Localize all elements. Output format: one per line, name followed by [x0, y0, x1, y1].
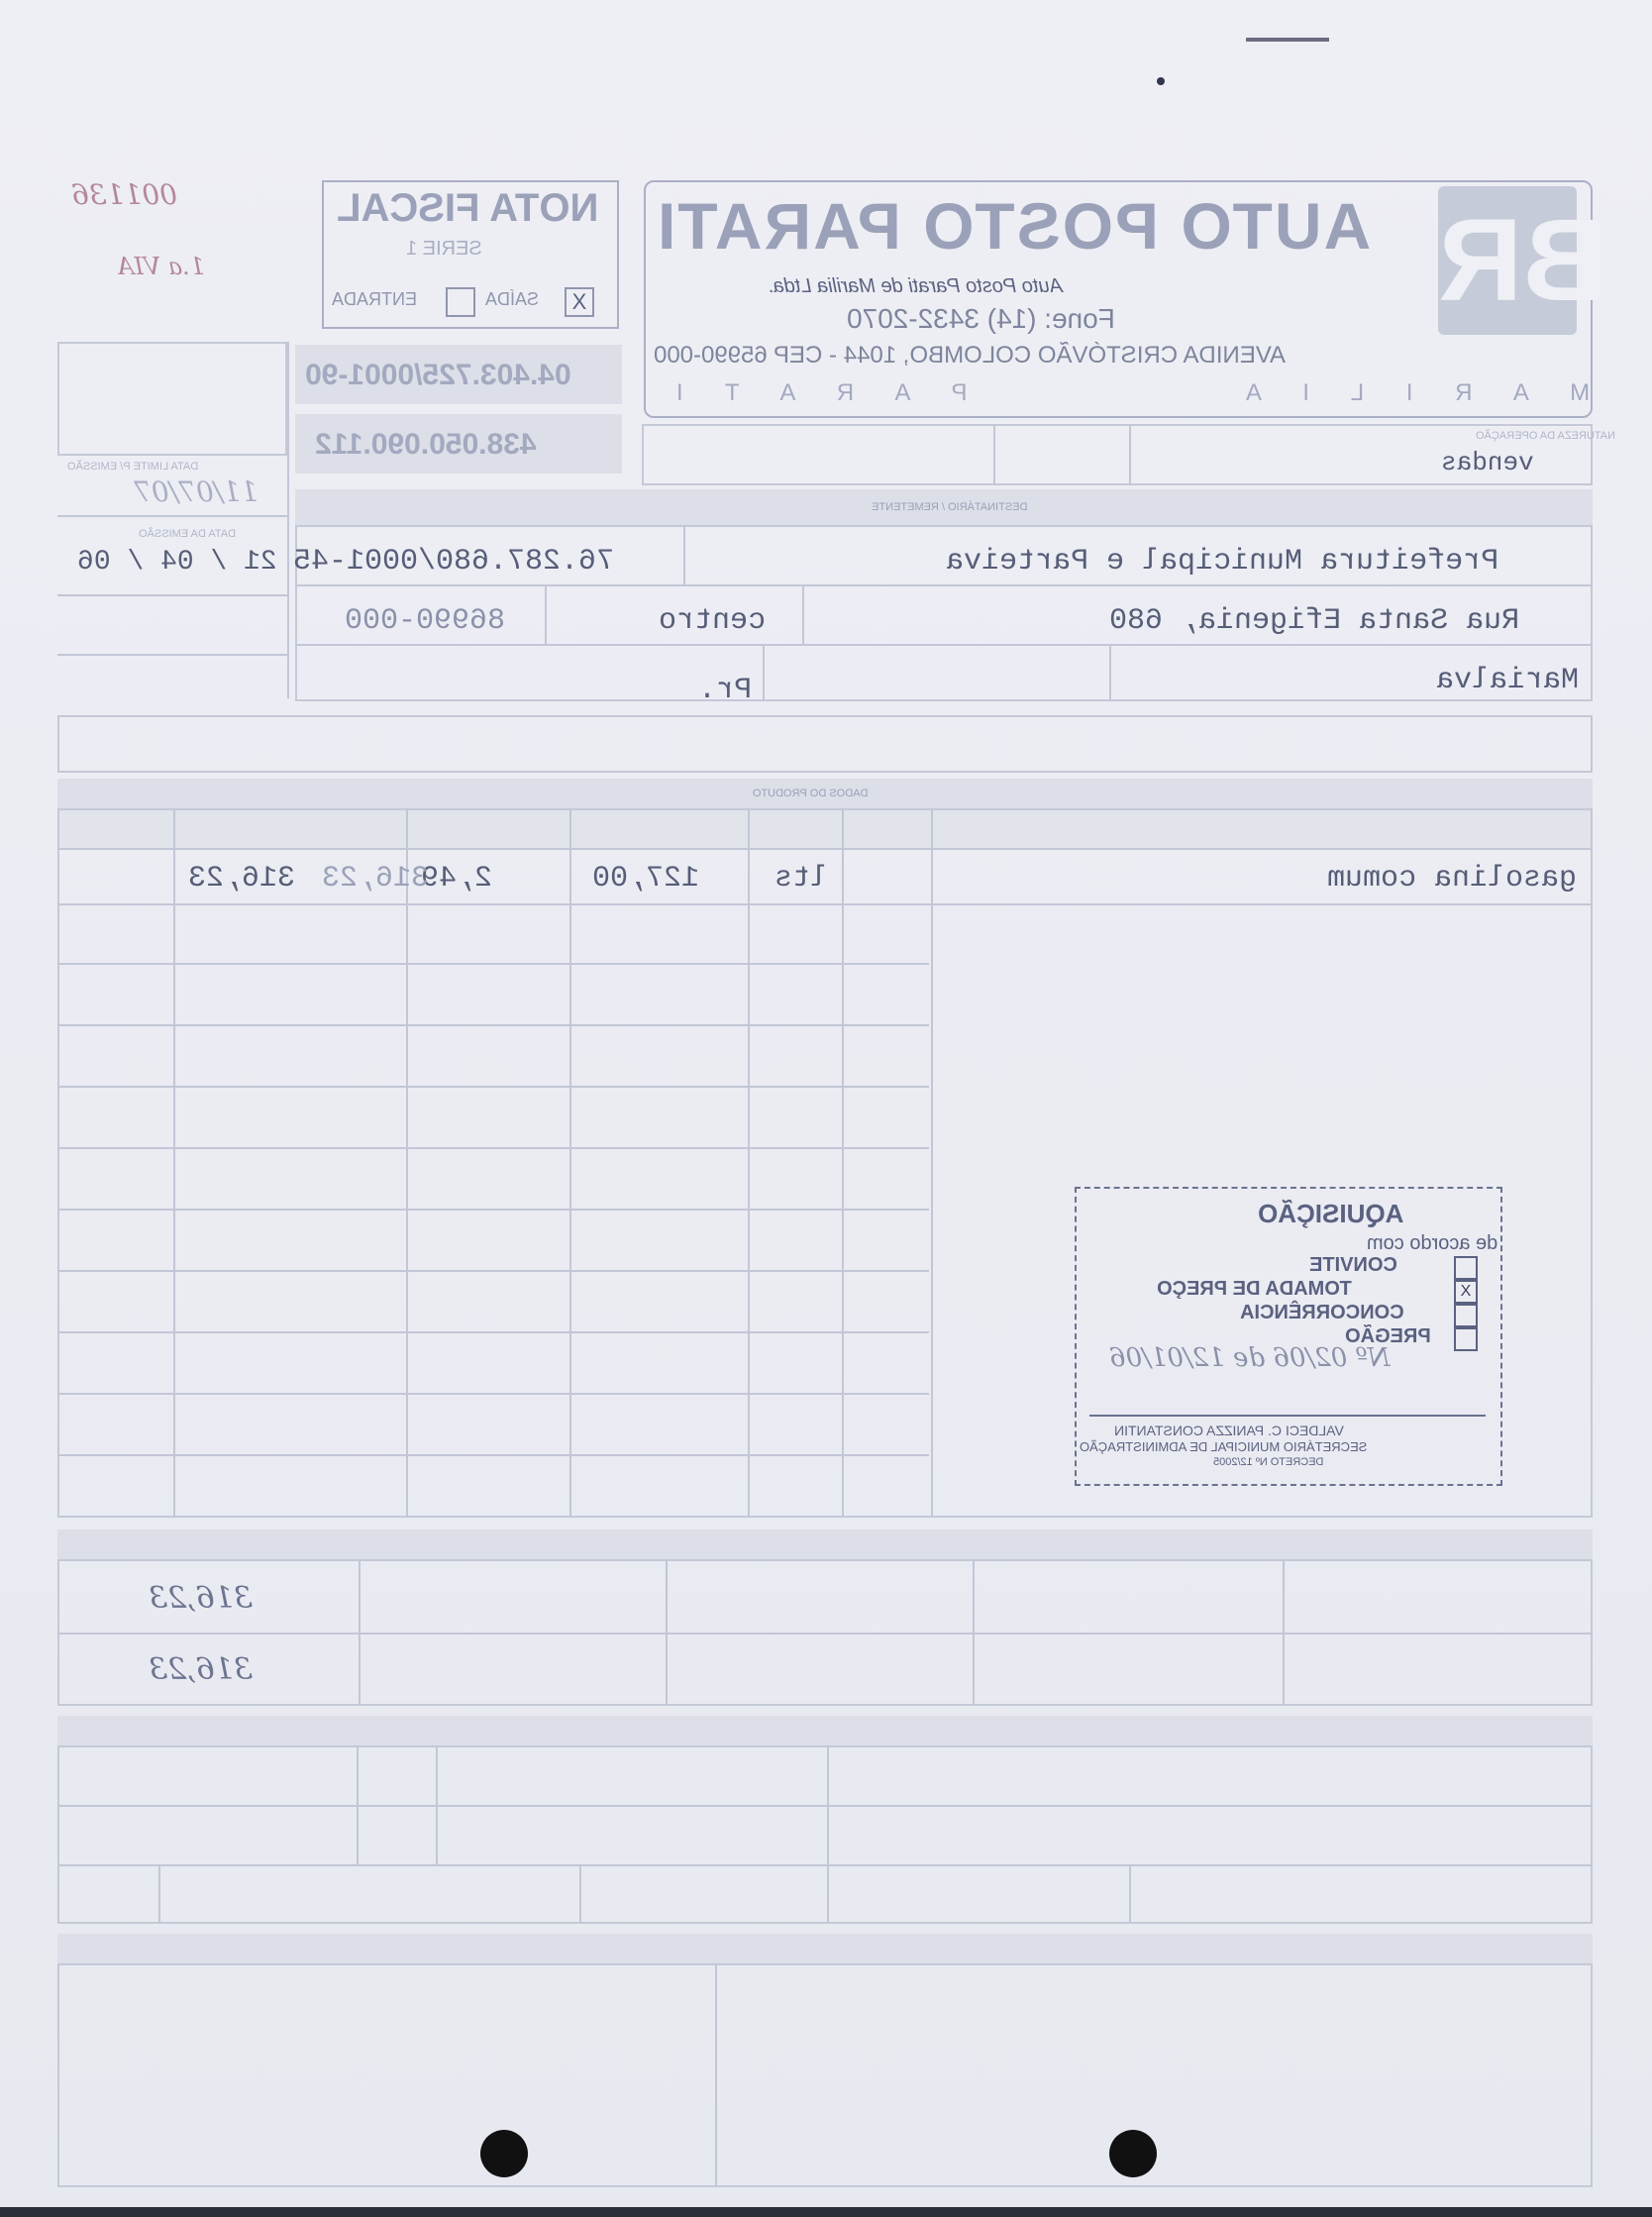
recipient-rule [295, 644, 1593, 646]
recipient-address: Rua Santa Efigenia, 680 [1109, 604, 1520, 638]
entrada-checkbox [446, 287, 475, 317]
recipient-name: Prefeitura Municipal e Parteiva [946, 545, 1499, 579]
recipient-cep: 86990-000 [345, 604, 506, 638]
additional-title-bar [57, 1934, 1593, 1963]
date-limit-label: DATA LIMITE P/ EMISSÃO [67, 461, 199, 473]
transporter-column [357, 1745, 359, 1864]
invoice-row [57, 715, 1593, 773]
items-column [842, 808, 844, 1518]
totals-column [1283, 1559, 1285, 1706]
transporter-table [57, 1745, 1593, 1924]
date-limit-value: 11/07/07 [134, 475, 258, 508]
operation-divider [1129, 424, 1131, 485]
items-rule [57, 1393, 929, 1395]
items-column [748, 808, 750, 1518]
items-rule [57, 1454, 929, 1456]
items-rule [57, 1331, 929, 1333]
recipient-uf: Pr. [698, 674, 753, 707]
operation-value: vendas [1441, 448, 1534, 477]
stamp-signature-line [1089, 1415, 1486, 1417]
item-description: gasolina comum [1327, 862, 1578, 896]
emission-date: 21 / 04 / 06 [77, 547, 277, 578]
transporter-column [1129, 1864, 1131, 1924]
transporter-column [827, 1745, 829, 1924]
recipient-city: Marialva [1436, 664, 1580, 697]
items-rule [57, 1209, 929, 1211]
stamp-number-line: Nº 02/06 de 12/01/06 [1109, 1343, 1391, 1373]
recipient-section-title: DESTINATÁRIO / REMETENTE [872, 501, 1028, 513]
item-unit-price: 2,49 [421, 862, 493, 896]
transporter-column [436, 1745, 438, 1864]
items-column [406, 808, 408, 1518]
left-rule [57, 594, 287, 596]
stamp-subtitle: de acordo com [1367, 1232, 1498, 1254]
items-rule [57, 903, 1593, 905]
items-column [569, 808, 571, 1518]
company-owner: Auto Posto Parati de Marilia Ltda. [768, 275, 1063, 297]
tear-edge [0, 2207, 1652, 2217]
items-column [173, 808, 175, 1518]
items-rule [57, 1270, 929, 1272]
stamp-signer-title: SECRETÁRIO MUNICIPAL DE ADMINISTRAÇÃO [1080, 1439, 1368, 1454]
stamp-option-concorrencia: CONCORRÊNCIA [1240, 1302, 1404, 1323]
item-total-echo: 316,23 [322, 862, 430, 896]
products-total: 316,23 [149, 1581, 253, 1616]
stamp-option-tomada: TOMADA DE PREÇO [1157, 1278, 1352, 1300]
stamp-checkbox [1454, 1304, 1478, 1327]
issuer-cnpj: 04.403.725/0001-90 [305, 359, 571, 391]
totals-column [973, 1559, 975, 1706]
stamp-option-convite: CONVITE [1309, 1254, 1397, 1276]
stamp-signer-decree: DECRETO Nº 12/2005 [1213, 1456, 1324, 1468]
recipient-divider [545, 584, 547, 644]
brand-logo: BR [1438, 186, 1577, 335]
left-column-rule [287, 342, 289, 698]
serial-number: 001136 [71, 178, 177, 211]
items-rule [57, 963, 929, 965]
scan-speck [1157, 77, 1165, 85]
city-line-1: P A R A T I [659, 379, 968, 406]
totals-column [666, 1559, 668, 1706]
additional-divider [715, 1963, 717, 2187]
issuer-ie: 438.050.090.112 [315, 428, 537, 461]
binder-hole [480, 2130, 528, 2177]
copy-label: 1.a VIA [117, 253, 205, 280]
recipient-divider [1109, 644, 1111, 701]
totals-column [359, 1559, 361, 1706]
stamp-checkbox [1454, 1327, 1478, 1351]
item-total: 316,23 [188, 862, 296, 896]
stamp-option-pregao: PREGÃO [1345, 1325, 1431, 1347]
emission-date-label: DATA DA EMISSÃO [139, 528, 237, 540]
recipient-cnpj: 76.287.680/0001-45 [293, 545, 615, 579]
binder-hole [1109, 2130, 1157, 2177]
saida-label: SAÍDA [485, 289, 540, 309]
company-name: AUTO POSTO PARATI [656, 189, 1372, 263]
item-unit: lts [774, 862, 829, 896]
company-phone: Fone: (14) 3432-2070 [847, 303, 1115, 334]
transporter-column [579, 1864, 581, 1924]
recipient-divider [802, 584, 804, 644]
items-rule [57, 1147, 929, 1149]
printer-info-box [57, 342, 287, 456]
operation-label: NATUREZA DA OPERAÇÃO [1476, 430, 1615, 442]
stamp-checkbox: X [1454, 1280, 1478, 1304]
stamp-signer: VALDECI C. PANIZZA CONSTANTIN [1114, 1423, 1344, 1438]
items-rule [57, 1086, 929, 1088]
company-address: AVENIDA CRISTÓVÃO COLOMBO, 1044 - CEP 65990-000 [654, 342, 1287, 369]
note-total: 316,23 [149, 1652, 253, 1687]
entrada-label: ENTRADA [332, 289, 418, 309]
stamp-checkbox [1454, 1256, 1478, 1280]
transporter-title-bar [57, 1716, 1593, 1745]
transporter-rule [57, 1805, 1593, 1807]
nota-fiscal-title: NOTA FISCAL [337, 186, 599, 230]
left-rule [57, 654, 287, 656]
saida-checkbox: X [565, 287, 594, 317]
operation-divider [993, 424, 995, 485]
additional-data [57, 1963, 1593, 2187]
items-column [931, 808, 933, 1518]
totals-title-bar [57, 1530, 1593, 1559]
items-rule [57, 1024, 929, 1026]
recipient-district: centro [659, 604, 767, 638]
recipient-divider [683, 525, 685, 584]
recipient-divider [763, 644, 765, 701]
item-quantity: 127,00 [592, 862, 700, 896]
items-rule [57, 848, 1593, 850]
city-line-2: M A R I L I A [1228, 379, 1591, 406]
left-rule [57, 515, 287, 517]
recipient-rule [295, 584, 1593, 586]
items-section-title: DADOS DO PRODUTO [753, 788, 869, 799]
serie-label: SERIE 1 [406, 238, 482, 260]
transporter-column [158, 1864, 160, 1924]
transporter-rule [57, 1864, 1593, 1866]
totals-rule [57, 1633, 1593, 1635]
scan-speck [1246, 38, 1329, 42]
stamp-title: AQUISIÇÃO [1258, 1199, 1404, 1228]
